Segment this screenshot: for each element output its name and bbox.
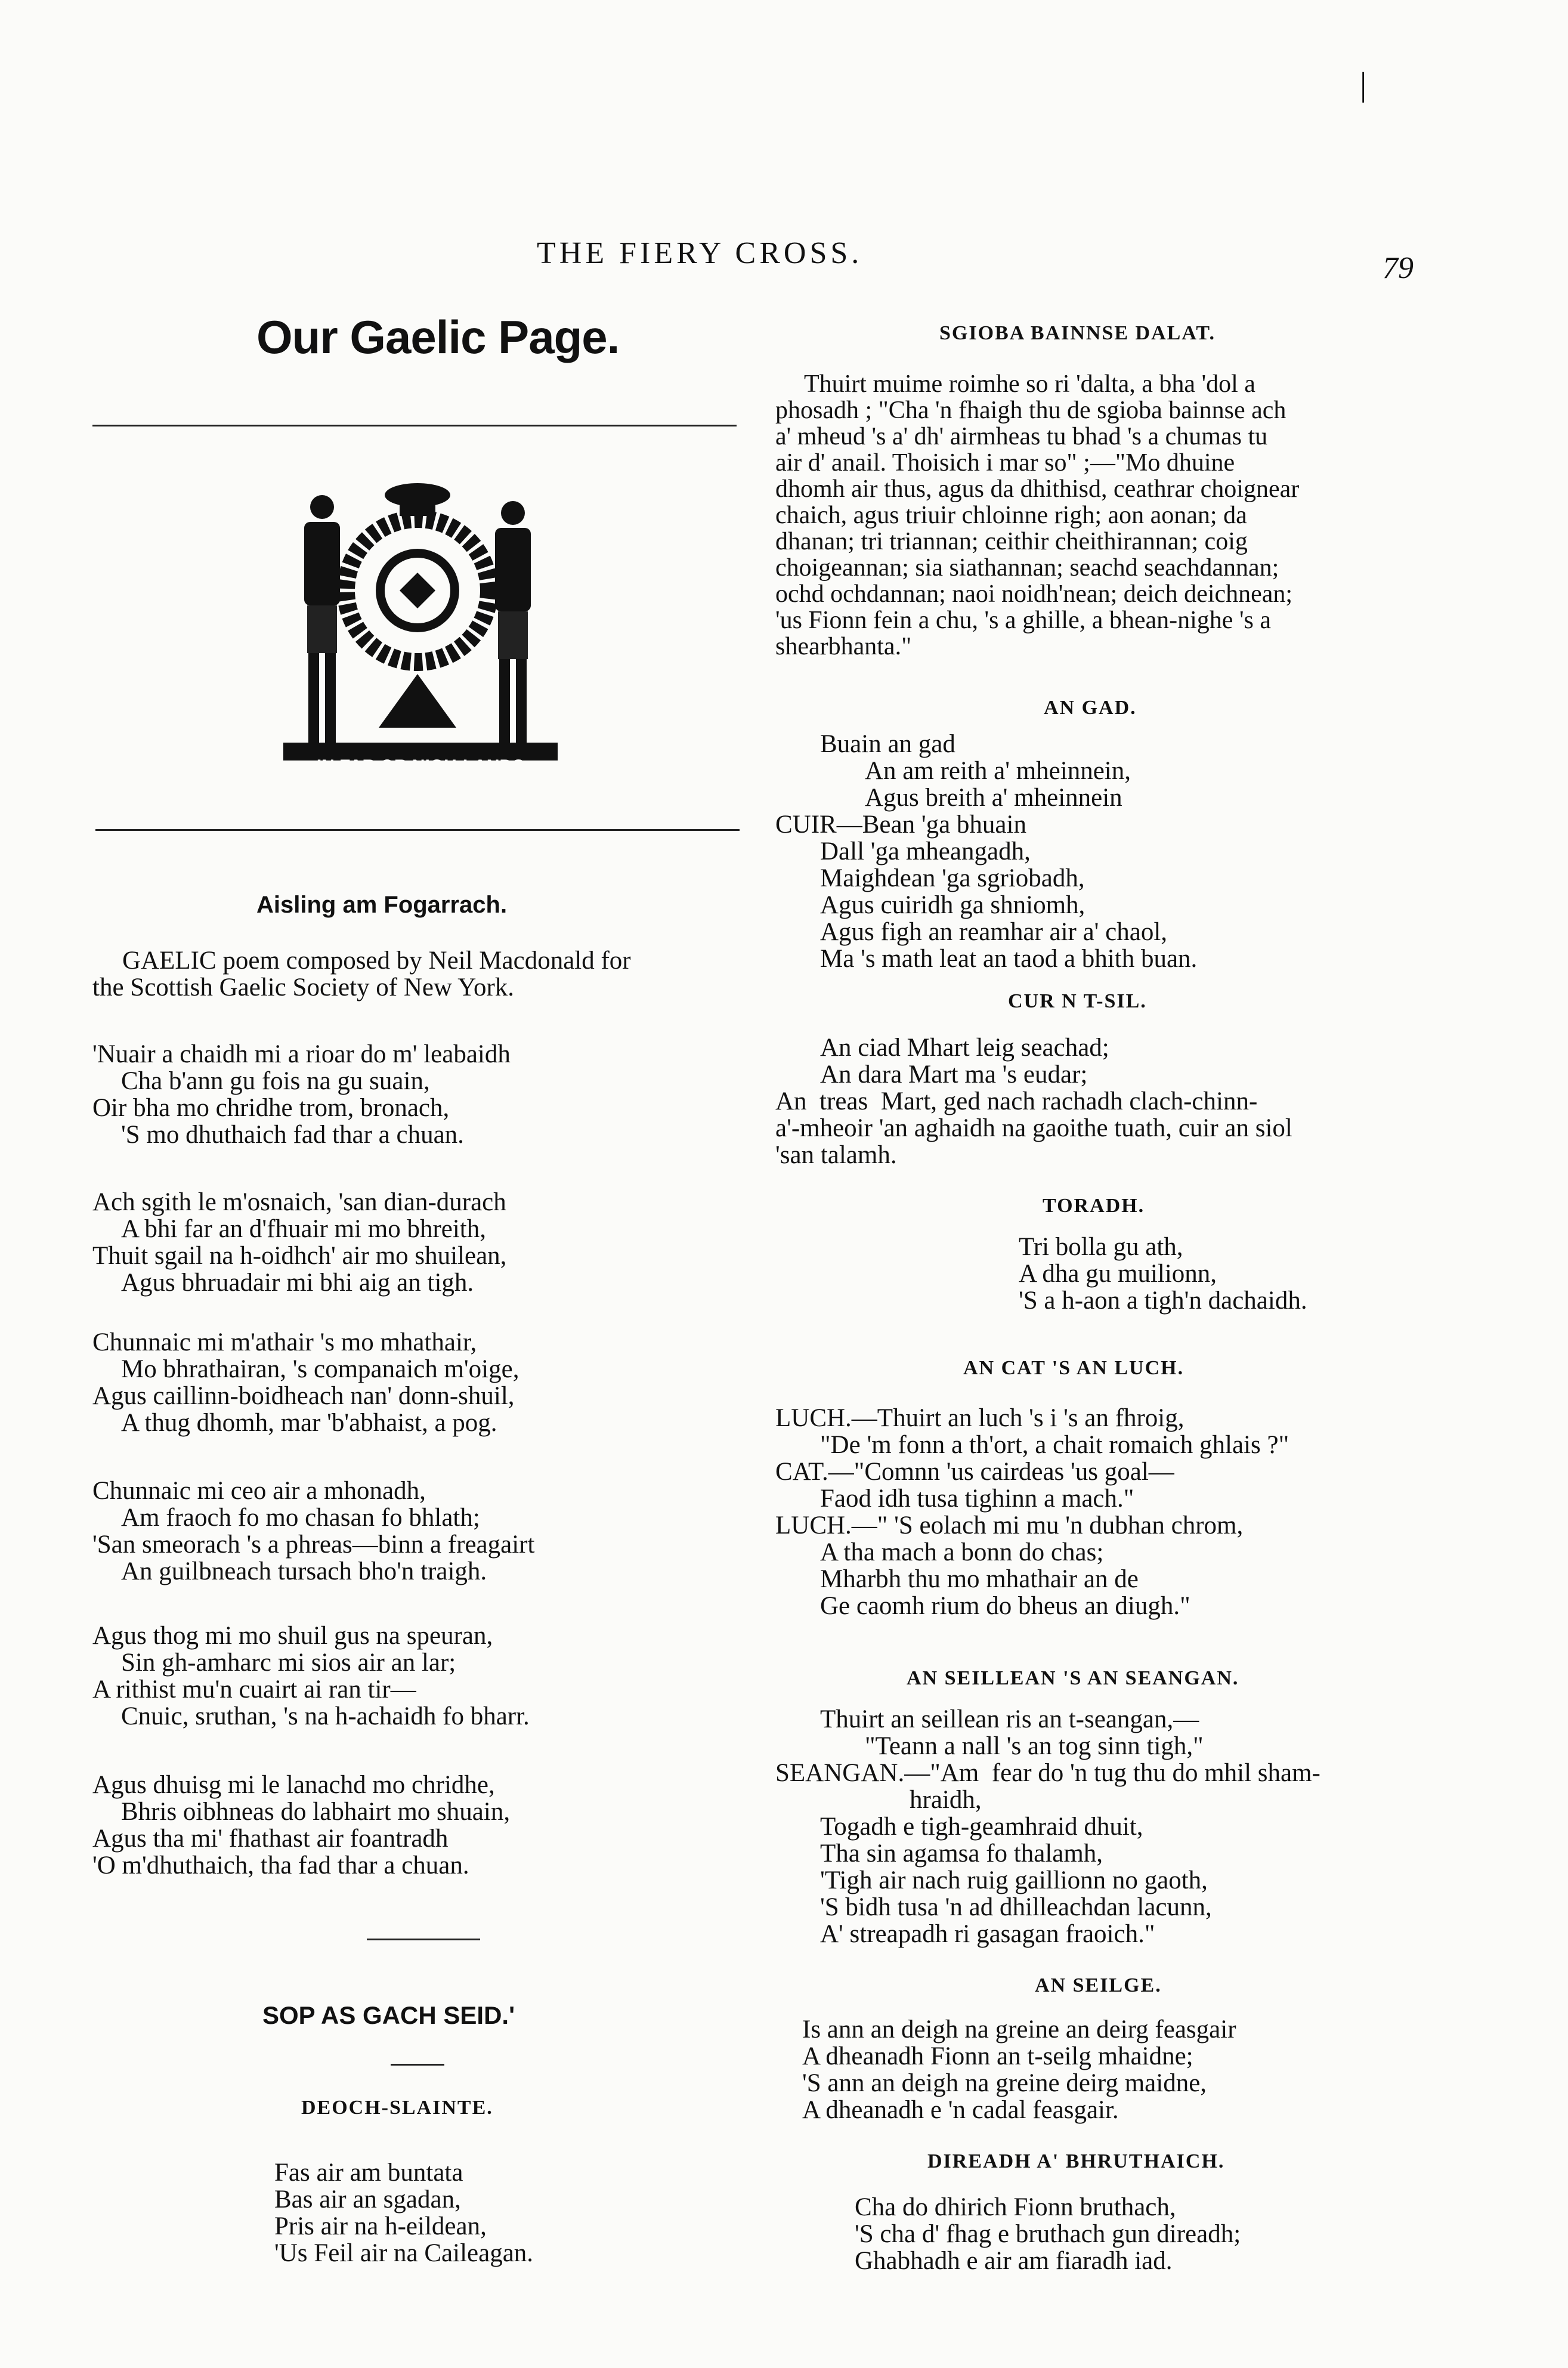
verse-line: An am reith a' mheinnein, [865, 757, 1131, 785]
verse-line: 'S ann an deigh na greine deirg maidne, [802, 2069, 1207, 2097]
poem-line: Agus caillinn-boidheach nan' donn-shuil, [92, 1382, 515, 1410]
cat-verse [775, 1405, 1289, 1619]
deoch-title: DEOCH-SLAINTE. [301, 2097, 493, 2119]
text-line: choigeannan; sia siathannan; seachd seachdannan; [775, 554, 1279, 582]
text-line: shearbhanta." [775, 633, 912, 660]
verse-line: Buain an gad [820, 730, 955, 758]
gad-title: AN GAD. [1044, 697, 1137, 719]
cur-title: CUR N T-SIL. [1008, 990, 1147, 1012]
seillean-title: AN SEILLEAN 'S AN SEANGAN. [907, 1667, 1239, 1689]
sop-title: SOP AS GACH SEID.' [262, 2001, 515, 2029]
poem-line: Chunnaic mi ceo air a mhonadh, [92, 1477, 426, 1505]
verse-line: An ciad Mhart leig seachad; [820, 1034, 1109, 1062]
poem-intro-line: the Scottish Gaelic Society of New York. [92, 973, 515, 1001]
verse-line: 'S cha d' fhag e bruthach gun direadh; [855, 2220, 1241, 2248]
verse-line: 'S a h-aon a tigh'n dachaidh. [1019, 1287, 1307, 1315]
verse-line: A dheanadh Fionn an t-seilg mhaidne; [802, 2042, 1193, 2070]
verse-line: Tri bolla gu ath, [1019, 1233, 1183, 1261]
poem-line: Thuit sgail na h-oidhch' air mo shuilean, [92, 1242, 507, 1270]
poem-line: Agus dhuisg mi le lanachd mo chridhe, [92, 1771, 495, 1799]
verse-line: Bas air an sgadan, [274, 2185, 461, 2214]
cat-title: AN CAT 'S AN LUCH. [963, 1357, 1184, 1379]
poem-stanza [92, 1189, 506, 1296]
poem-stanza [92, 1329, 519, 1436]
verse-line: Ghabhadh e air am fiaradh iad. [855, 2247, 1173, 2275]
verse-line: Is ann an deigh na greine an deirg feasgair [802, 2015, 1236, 2044]
poem-title: Aisling am Fogarrach. [256, 892, 508, 918]
verse-line: LUCH.—Thuirt an luch 's i 's an fhroig, [775, 1404, 1184, 1432]
verse-line: hraidh, [910, 1786, 982, 1814]
verse-line: "Teann a nall 's an tog sinn tigh," [865, 1732, 1204, 1760]
poem-line: Sin gh-amharc mi sios air an lar; [121, 1649, 456, 1677]
poem-stanza [92, 1622, 530, 1730]
verse-line: Pris air na h-eildean, [274, 2212, 487, 2240]
text-line: air d' anail. Thoisich i mar so" ;—"Mo dhuine [775, 449, 1235, 477]
verse-line: Mharbh thu mo mhathair an de [820, 1565, 1139, 1593]
text-line: chaich, agus triuir chloinne righ; aon aonan; da [775, 502, 1247, 529]
poem-line: Oir bha mo chridhe trom, bronach, [92, 1094, 450, 1122]
poem-stanza [92, 1772, 510, 1879]
verse-line: a'-mheoir 'an aghaidh na gaoithe tuath, cuir an siol [775, 1114, 1292, 1142]
poem-line: A rithist mu'n cuairt ai ran tir— [92, 1675, 416, 1704]
verse-line: Ge caomh rium do bheus an diugh." [820, 1592, 1190, 1620]
verse-line: Faod idh tusa tighinn a mach." [820, 1485, 1134, 1513]
verse-line: LUCH.—" 'S eolach mi mu 'n dubhan chrom, [775, 1511, 1244, 1539]
text-line: phosadh ; "Cha 'n fhaigh thu de sgioba bainnse ach [775, 397, 1286, 424]
poem-line: 'Nuair a chaidh mi a rioar do m' leabaidh [92, 1040, 511, 1068]
verse-line: CAT.—"Comnn 'us cairdeas 'us goal— [775, 1458, 1174, 1486]
verse-line: A tha mach a bonn do chas; [820, 1538, 1104, 1566]
cur-verse [775, 1034, 1292, 1168]
gad-verse [775, 731, 1197, 972]
poem-line: Mo bhrathairan, 's companaich m'oige, [121, 1355, 519, 1383]
verse-line: CUIR—Bean 'ga bhuain [775, 811, 1026, 839]
verse-line: Agus figh an reamhar air a' chaol, [820, 918, 1168, 946]
page-number: 79 [1383, 251, 1414, 285]
poem-line: Bhris oibhneas do labhairt mo shuain, [121, 1798, 511, 1826]
poem-line: Agus bhruadair mi bhi aig an tigh. [121, 1269, 474, 1297]
direadh-title: DIREADH A' BHRUTHAICH. [927, 2150, 1225, 2172]
verse-line: An dara Mart ma 's eudar; [820, 1061, 1088, 1089]
text-line: dhomh air thus, agus da dhithisd, ceathrar choignear [775, 475, 1300, 503]
poem-line: An guilbneach tursach bho'n traigh. [121, 1557, 487, 1585]
poem-intro-line: GAELIC poem composed by Neil Macdonald for [122, 947, 631, 975]
poem-stanza [92, 1041, 511, 1148]
poem-line: 'San smeorach 's a phreas—binn a freagairt [92, 1531, 535, 1559]
verse-line: A' streapadh ri gasagan fraoich." [820, 1920, 1155, 1948]
verse-line: 'Tigh air nach ruig gaillionn no gaoth, [820, 1866, 1208, 1894]
text-line: dhanan; tri triannan; ceithir cheithirannan; coig [775, 528, 1248, 555]
poem-line: Ach sgith le m'osnaich, 'san dian-durach [92, 1188, 506, 1216]
verse-line: 'san talamh. [775, 1141, 897, 1169]
sgioba-title: SGIOBA BAINNSE DALAT. [939, 322, 1216, 344]
verse-line: Thuirt an seillean ris an t-seangan,— [820, 1705, 1199, 1733]
poem-line: A bhi far an d'fhuair mi mo bhreith, [121, 1215, 486, 1243]
poem-line: Am fraoch fo mo chasan fo bhlath; [121, 1504, 480, 1532]
verse-line: A dheanadh e 'n cadal feasgair. [802, 2096, 1119, 2124]
toradh-verse [1019, 1234, 1307, 1314]
text-line: Thuirt muime roimhe so ri 'dalta, a bha 'dol a [804, 370, 1255, 398]
toradh-title: TORADH. [1043, 1195, 1145, 1217]
verse-line: Tha sin agamsa fo thalamh, [820, 1840, 1103, 1868]
poem-line: 'O m'dhuthaich, tha fad thar a chuan. [92, 1851, 469, 1879]
verse-line: 'S bidh tusa 'n ad dhilleachdan lacunn, [820, 1893, 1212, 1921]
verse-line: An treas Mart, ged nach rachadh clach-chinn- [775, 1087, 1258, 1115]
text-line: 'us Fionn fein a chu, 's a ghille, a bhean-nighe 's a [775, 607, 1271, 634]
poem-line: Agus thog mi mo shuil gus na speuran, [92, 1622, 493, 1650]
text-line: a' mheud 's a' dh' airmheas tu bhad 's a chumas tu [775, 423, 1268, 450]
verse-line: "De 'm fonn a th'ort, a chait romaich ghlais ?" [820, 1431, 1289, 1459]
running-header: THE FIERY CROSS. [537, 236, 863, 270]
crest-illustration [271, 471, 570, 781]
verse-line: Ma 's math leat an taod a bhith buan. [820, 945, 1198, 973]
verse-line: Togadh e tigh-geamhraid dhuit, [820, 1813, 1143, 1841]
verse-line: SEANGAN.—"Am fear do 'n tug thu do mhil sham- [775, 1759, 1320, 1787]
page-title: Our Gaelic Page. [256, 311, 620, 363]
seillean-verse [775, 1706, 1320, 1947]
poem-line: 'S mo dhuthaich fad thar a chuan. [121, 1121, 464, 1149]
seilge-title: AN SEILGE. [1035, 1974, 1162, 1996]
divider-rule [95, 829, 740, 831]
poem-line: Chunnaic mi m'athair 's mo mhathair, [92, 1328, 477, 1356]
crest-icon [271, 471, 570, 781]
verse-line: Dall 'ga mheangadh, [820, 837, 1031, 865]
verse-line: A dha gu muilionn, [1019, 1260, 1217, 1288]
verse-line: Cha do dhirich Fionn bruthach, [855, 2193, 1176, 2221]
seilge-verse [802, 2016, 1236, 2123]
direadh-verse [855, 2194, 1241, 2274]
poem-line: Cnuic, sruthan, 's na h-achaidh fo bharr. [121, 1702, 530, 1730]
poem-line: A thug dhomh, mar 'b'abhaist, a pog. [121, 1409, 497, 1437]
corner-mark: | [1360, 66, 1367, 103]
divider-rule [391, 2064, 444, 2066]
crest-motto: IN FAR OR NIGH-LANDS [316, 756, 525, 776]
verse-line: Agus breith a' mheinnein [865, 784, 1122, 812]
poem-line: Agus tha mi' fhathast air foantradh [92, 1825, 449, 1853]
verse-line: Fas air am buntata [274, 2159, 463, 2187]
deoch-verse [274, 2159, 533, 2267]
text-line: ochd ochdannan; naoi noidh'nean; deich deichnean; [775, 580, 1293, 608]
divider-rule [92, 425, 737, 426]
verse-line: Maighdean 'ga sgriobadh, [820, 864, 1085, 892]
verse-line: 'Us Feil air na Caileagan. [274, 2239, 534, 2267]
poem-stanza [92, 1477, 534, 1585]
poem-line: Cha b'ann gu fois na gu suain, [121, 1067, 430, 1095]
verse-line: Agus cuiridh ga shniomh, [820, 891, 1085, 919]
sgioba-paragraph [775, 371, 1299, 660]
divider-rule [367, 1939, 480, 1940]
